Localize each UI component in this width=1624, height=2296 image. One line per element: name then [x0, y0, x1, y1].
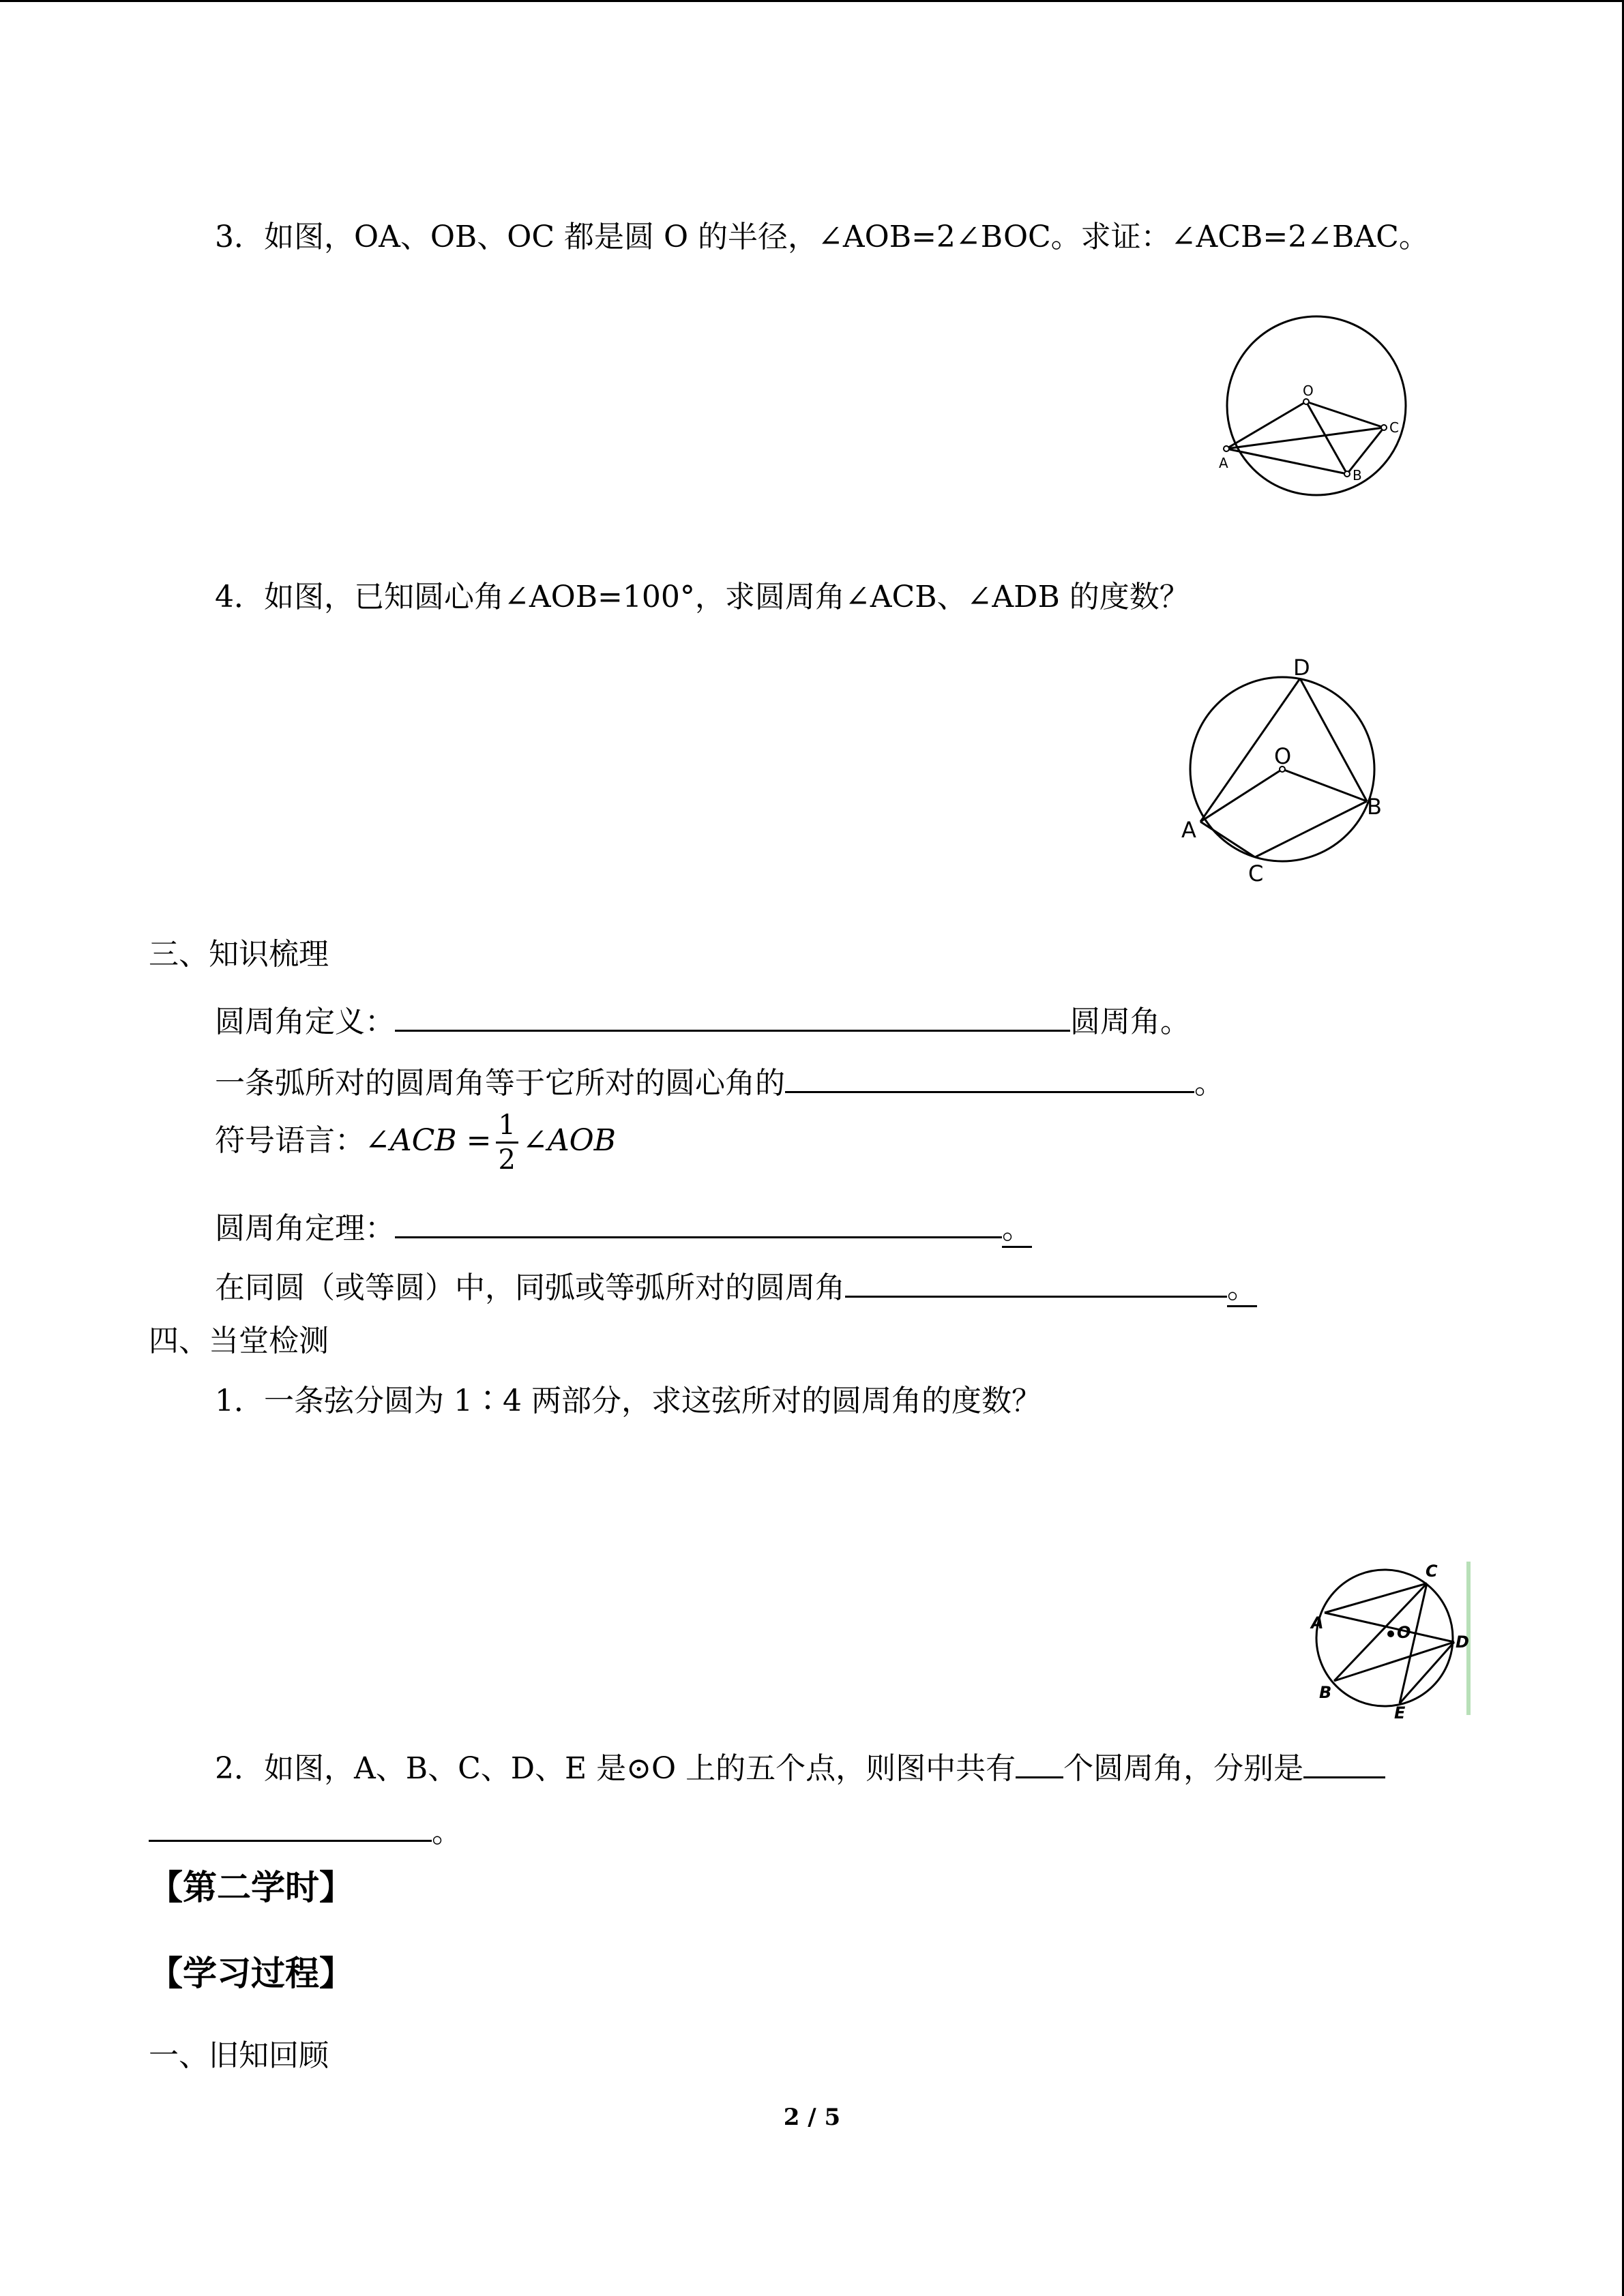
symbol-prefix: 符号语言： [215, 1123, 365, 1158]
same-arc-suffix: 。 [1227, 1270, 1257, 1307]
q4-segment-CB [1255, 801, 1367, 857]
q3-label-O: O [1303, 383, 1314, 399]
q4-label-A: A [1181, 817, 1196, 843]
q2-list-blank[interactable] [149, 1806, 432, 1842]
question-3-text: 3．如图，OA、OB、OC 都是圆 O 的半径，∠AOB=2∠BOC。求证：∠ACB=2∠BAC。 [215, 220, 1429, 254]
test-label-A: A [1311, 1613, 1324, 1632]
q2-list-blank-start[interactable] [1303, 1742, 1385, 1778]
definition-prefix: 圆周角定义： [215, 1004, 395, 1039]
q4-segment-AC [1200, 822, 1255, 857]
section-3-title: 三、知识梳理 [149, 937, 329, 972]
definition-line [215, 996, 1190, 1043]
q4-label-B: B [1367, 794, 1382, 820]
symbol-fraction [496, 1109, 518, 1176]
test-label-E: E [1394, 1703, 1406, 1718]
test-label-O: O [1397, 1623, 1411, 1642]
half-relation-blank[interactable] [785, 1057, 1194, 1093]
q4-label-O: O [1274, 743, 1292, 769]
q3-point-O [1303, 399, 1309, 404]
theorem-suffix: 。 [1002, 1211, 1032, 1248]
theorem-blank[interactable] [395, 1202, 1002, 1238]
learning-process-title: 【学习过程】 [149, 1954, 353, 1993]
test-question-1: 1．一条弦分圆为 1∶4 两部分，求这弦所对的圆周角的度数？ [215, 1384, 1042, 1418]
symbol-lhs: ∠ACB = [365, 1123, 492, 1158]
q4-segment-DB [1300, 679, 1367, 801]
symbol-language-line [215, 1103, 616, 1178]
q4-label-C: C [1248, 861, 1264, 886]
test-label-B: B [1319, 1683, 1332, 1702]
q3-segment-AB [1226, 449, 1347, 474]
fraction-denominator: 2 [498, 1144, 516, 1176]
half-relation-line [215, 1057, 1224, 1104]
q2-end: 。 [432, 1815, 462, 1849]
q3-point-B [1344, 471, 1350, 477]
test-question-2-continued [149, 1806, 462, 1853]
test-figure [1304, 1562, 1478, 1718]
q3-segment-OA [1226, 402, 1306, 449]
top-border [0, 0, 1624, 2]
q2-count-blank[interactable] [1016, 1742, 1063, 1778]
test-label-D: D [1456, 1632, 1469, 1652]
fraction-numerator: 1 [496, 1109, 518, 1144]
q3-point-C [1381, 425, 1387, 430]
same-arc-blank[interactable] [845, 1262, 1227, 1298]
q2-part-1: 2．如图，A、B、C、D、E 是⊙O 上的五个点，则图中共有 [215, 1751, 1016, 1786]
q3-label-A: A [1219, 455, 1228, 471]
definition-blank[interactable] [395, 996, 1070, 1032]
q4-segment-OA [1200, 769, 1282, 822]
test-question-2 [215, 1742, 1385, 1789]
test-center-dot [1387, 1630, 1394, 1637]
q3-label-C: C [1389, 419, 1399, 436]
q2-part-2: 个圆周角，分别是 [1063, 1751, 1304, 1786]
same-arc-line [215, 1262, 1257, 1309]
page-number: 2 / 5 [783, 2104, 841, 2131]
half-relation-prefix: 一条弧所对的圆周角等于它所对的圆心角的 [215, 1066, 785, 1101]
review-heading: 一、旧知回顾 [149, 2038, 329, 2073]
symbol-rhs: ∠AOB [522, 1123, 617, 1158]
question-4-figure [1173, 648, 1405, 886]
q3-segment-AC [1226, 428, 1384, 449]
test-label-C: C [1426, 1562, 1438, 1581]
q3-point-A [1224, 446, 1229, 451]
q3-label-B: B [1353, 467, 1362, 483]
test-segment-CE [1400, 1583, 1427, 1703]
question-4-text: 4．如图，已知圆心角∠AOB=100°，求圆周角∠ACB、∠ADB 的度数？ [215, 580, 1190, 614]
same-arc-prefix: 在同圆（或等圆）中，同弧或等弧所对的圆周角 [215, 1270, 845, 1305]
question-3-figure [1204, 314, 1429, 498]
half-relation-suffix: 。 [1194, 1066, 1224, 1101]
test-segment-AD [1325, 1613, 1454, 1642]
definition-suffix: 圆周角。 [1070, 1004, 1190, 1039]
q4-label-D: D [1293, 655, 1310, 681]
q4-segment-OB [1282, 769, 1367, 801]
lesson-2-title: 【第二学时】 [149, 1868, 353, 1907]
theorem-line [215, 1202, 1032, 1249]
theorem-prefix: 圆周角定理： [215, 1211, 395, 1246]
section-4-title: 四、当堂检测 [149, 1324, 329, 1358]
